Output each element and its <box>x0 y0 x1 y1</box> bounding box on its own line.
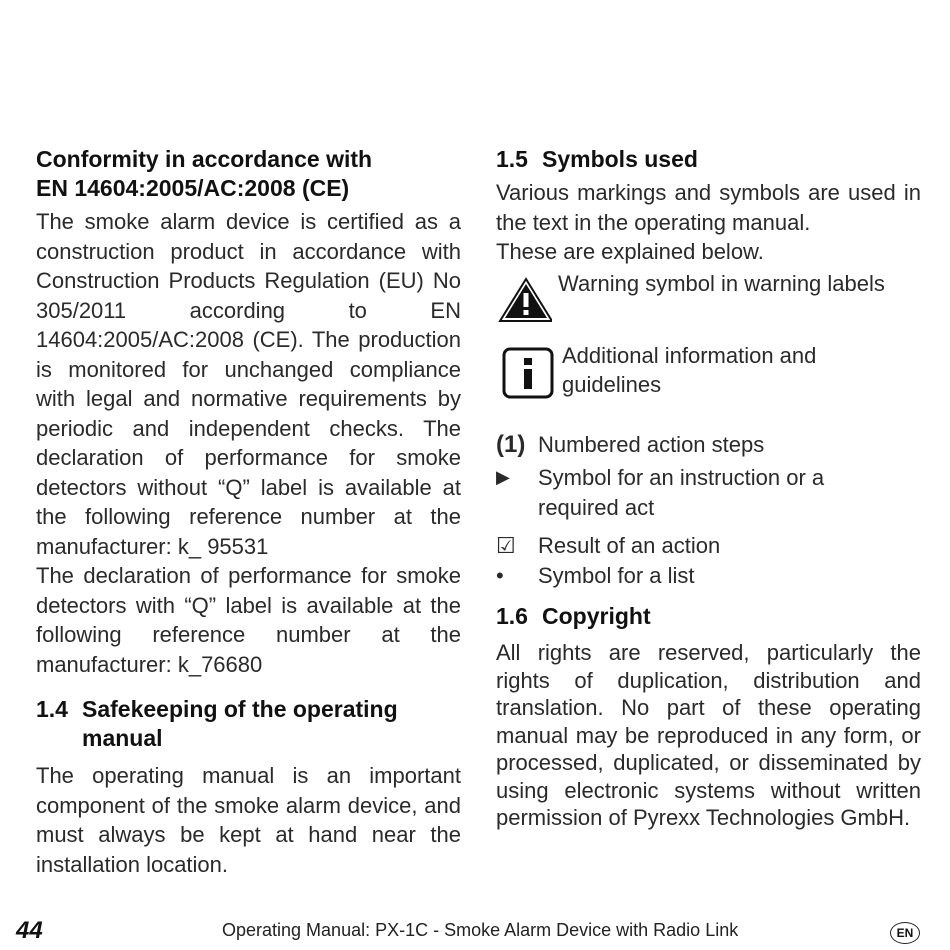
warning-symbol-label: Warning symbol in warning labels <box>558 270 885 296</box>
numbered-steps-label: Numbered action steps <box>538 431 765 457</box>
instruction-row <box>496 463 921 522</box>
info-symbol-label: Additional information and guidelines <box>562 342 817 397</box>
symbols-intro-2: These are explained below. <box>496 239 764 264</box>
checkbox-icon: ☑ <box>496 533 516 558</box>
info-symbol-row <box>496 341 921 400</box>
page-number: 44 <box>16 917 43 944</box>
footer-title: Operating Manual: PX-1C - Smoke Alarm Device with Radio Link <box>222 920 739 940</box>
bullet-icon: • <box>496 562 504 588</box>
numbered-steps-row <box>496 430 921 460</box>
list-row <box>496 561 921 591</box>
section-number: 1.6 <box>496 603 528 629</box>
list-label: Symbol for a list <box>538 562 695 588</box>
declaration-paragraph: The declaration of performance for smoke detectors with “Q” label is available at the following reference number at the manufacturer: k_76680 <box>36 563 461 677</box>
section-title: Symbols used <box>542 146 698 172</box>
conformity-heading-line1: Conformity in accordance with <box>36 146 373 172</box>
copyright-paragraph: All rights are reserved, particularly the rights of duplication, distribution and translation. No part of these operating manual may be reproduced in any form, or processed, duplicated, or disseminated by using electronic systems without written permission of Pyrexx Technologies GmbH. <box>496 640 921 830</box>
conformity-heading-line2: EN 14604:2005/AC:2008 (CE) <box>36 175 350 201</box>
section-1-4-heading <box>36 695 461 753</box>
result-label: Result of an action <box>538 533 721 558</box>
section-number: 1.5 <box>496 146 528 172</box>
conformity-paragraph: The smoke alarm device is certified as a construction product in accordance with Construction Products Regulation (EU) No 305/2011 according to EN 14604:2005/AC:2008 (CE). The production is monitored for unchanged compliance with legal and normative requirements by periodic and independent checks. The declaration of performance for smoke detectors without “Q” label is available at the following reference number at the manufacturer: k_ 95531 <box>36 209 461 559</box>
symbols-intro: Various markings and symbols are used in the text in the operating manual. <box>496 180 921 235</box>
warning-triangle-icon <box>496 275 552 325</box>
section-1-4-paragraph: The operating manual is an important component of the smoke alarm device, and must always be kept at hand near the installation location. <box>36 763 461 877</box>
section-1-6-heading <box>496 602 921 631</box>
warning-symbol-row <box>496 269 921 325</box>
right-column <box>496 145 921 832</box>
section-number: 1.4 <box>36 696 68 722</box>
instruction-label: Symbol for an instruction or a required act <box>538 465 825 520</box>
conformity-heading <box>36 145 461 203</box>
left-column <box>36 145 461 879</box>
section-title: Safekeeping of the operating <box>82 696 398 722</box>
section-title: Copyright <box>542 603 651 629</box>
result-row <box>496 531 921 561</box>
section-1-5-heading <box>496 145 921 174</box>
language-badge: EN <box>890 922 920 944</box>
section-title-continued: manual <box>82 725 163 751</box>
info-icon <box>502 347 554 399</box>
numbered-step-marker: (1) <box>496 430 526 458</box>
instruction-arrow-icon: ▶ <box>496 467 510 487</box>
